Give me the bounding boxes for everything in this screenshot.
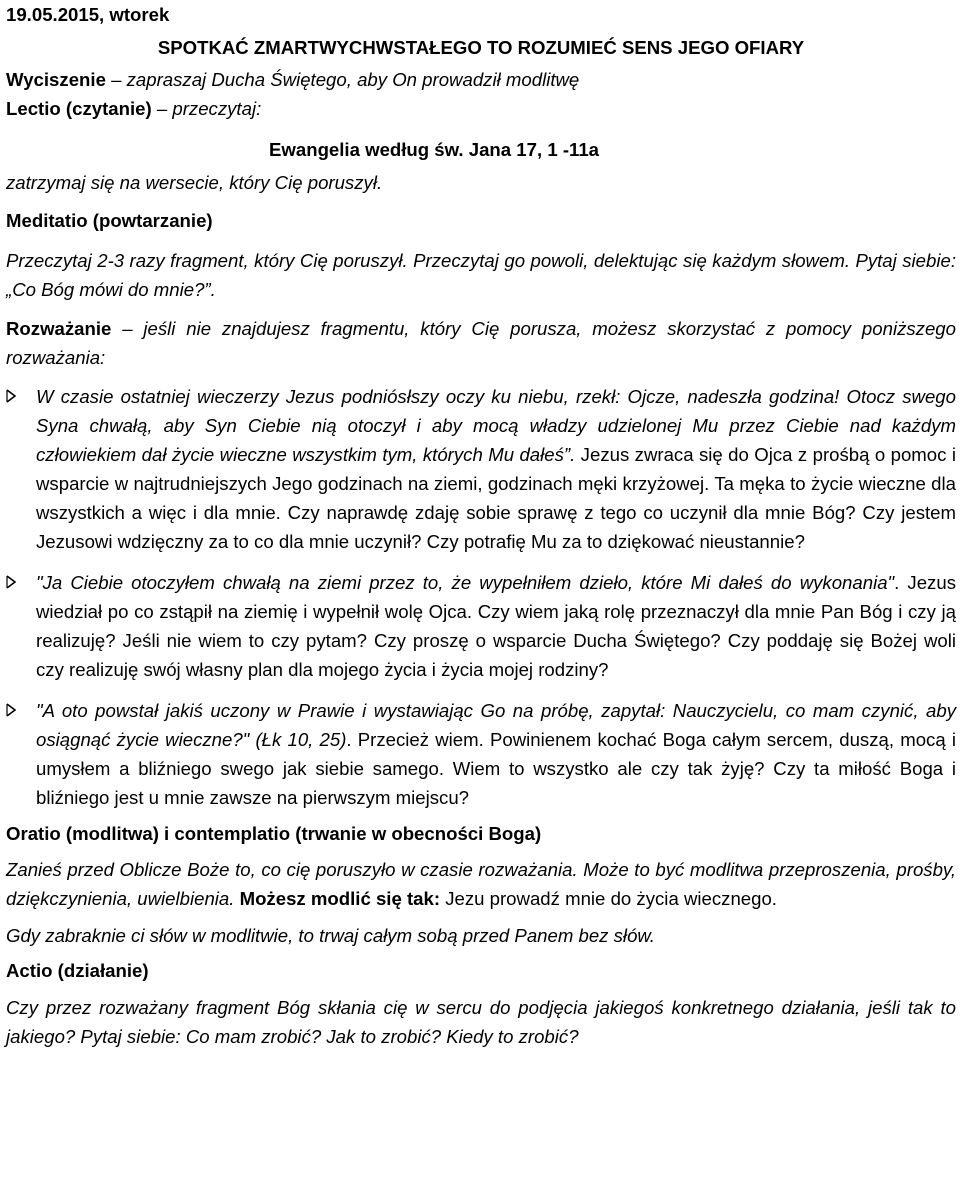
lectio-text: przeczytaj:	[172, 98, 262, 119]
reflection-item-1	[6, 382, 956, 556]
wyciszenie-text: zapraszaj Ducha Świętego, aby On prowadził modlitwę	[126, 69, 580, 90]
oratio-prayer-label: Możesz modlić się tak:	[234, 888, 441, 909]
document-page	[6, 0, 956, 1051]
actio-paragraph: Czy przez rozważany fragment Bóg skłania cię w sercu do podjęcia jakiegoś konkretnego działania, jeśli tak to jakiego? Pytaj siebie: Co mam zrobić? Jak to zrobić? Kiedy to zrobić?	[6, 997, 956, 1047]
oratio-prayer: Jezu prowadź mnie do życia wiecznego.	[440, 888, 777, 909]
gospel-reference: Ewangelia według św. Jana 17, 1 -11a	[269, 139, 600, 160]
reflection-item-2	[6, 568, 956, 684]
oratio-silence: Gdy zabraknie ci słów w modlitwie, to trwaj całym sobą przed Panem bez słów.	[6, 925, 655, 946]
actio-heading: Actio (działanie)	[6, 960, 149, 981]
oratio-heading: Oratio (modlitwa) i contemplatio (trwanie w obecności Boga)	[6, 823, 542, 844]
rozwazanie-paragraph	[6, 314, 956, 372]
lectio-instruction: zatrzymaj się na wersecie, który Cię poruszył.	[6, 172, 383, 193]
oratio-intro: Zanieś przed Oblicze Boże to, co cię poruszyło w czasie rozważania. Może to być modlitwa przeproszenia, prośby, dziękczynienia, uwielbienia.	[6, 859, 956, 909]
wyciszenie-label: Wyciszenie	[6, 69, 106, 90]
lectio-label: Lectio (czytanie)	[6, 98, 152, 119]
reflection-commentary: . Przecież wiem. Powinienem kochać Boga całym sercem, duszą, mocą i umysłem a bliźniego swego jak siebie samego. Wiem to wszystko ale czy tak żyję? Czy ta miłość Boga i bliźniego jest u mnie zawsze na pierwszym miejscu?	[36, 729, 956, 808]
reflection-commentary: Jezus zwraca się do Ojca z prośbą o pomoc i wsparcie w najtrudniejszych Jego godzinach na ziemi, godzinach męki krzyżowej. Ta męka to życie wieczne dla wszystkich a więc i dla mnie. Czy naprawdę zdaję sobie sprawę z tego co uczynił dla mnie Bóg? Czy jestem Jezusowi wdzięczny za to co dla mnie uczynił? Czy potrafię Mu za to dziękować nieustannie?	[36, 444, 956, 552]
date-line: 19.05.2015, wtorek	[6, 4, 170, 25]
reflection-quote: "A oto powstał jakiś uczony w Prawie i wystawiając Go na próbę, zapytał: Nauczycielu, co mam czynić, aby osiągnąć życie wieczne?" (Łk 10, 25)	[36, 700, 956, 750]
rozwazanie-text: – jeśli nie znajdujesz fragmentu, który Cię porusza, możesz skorzystać z pomocy poniższego rozważania:	[6, 318, 956, 368]
oratio-paragraph	[6, 855, 956, 913]
arrowhead-bullet-icon	[6, 703, 16, 717]
meditatio-paragraph: Przeczytaj 2-3 razy fragment, który Cię poruszył. Przeczytaj go powoli, delektując się każdym słowem. Pytaj siebie: „Co Bóg mówi do mnie?”.	[6, 250, 956, 300]
page-title: SPOTKAĆ ZMARTWYCHWSTAŁEGO TO ROZUMIEĆ SENS JEGO OFIARY	[157, 37, 805, 58]
wyciszenie-dash: –	[105, 69, 127, 90]
reflection-quote: "Ja Ciebie otoczyłem chwałą na ziemi przez to, że wypełniłem dzieło, które Mi dałeś do wykonania"	[36, 572, 895, 593]
rozwazanie-label: Rozważanie	[6, 318, 112, 339]
wyciszenie-line	[6, 65, 956, 94]
arrowhead-bullet-icon	[6, 389, 16, 403]
lectio-dash: –	[151, 98, 173, 119]
meditatio-heading: Meditatio (powtarzanie)	[6, 210, 213, 231]
reflection-commentary: . Jezus wiedział po co zstąpił na ziemię i wypełnił wolę Ojca. Czy wiem jaką rolę przeznaczył dla mnie Pan Bóg i czy ją realizuję? Jeśli nie wiem to czy pytam? Czy proszę o wsparcie Ducha Świętego? Czy poddaję się Bożej woli czy realizuję swój własny plan dla mojego życia i życia mojej rodziny?	[36, 572, 956, 680]
lectio-line	[6, 94, 956, 123]
reflection-item-3	[6, 696, 956, 812]
reflection-quote: W czasie ostatniej wieczerzy Jezus podniósłszy oczy ku niebu, rzekł: Ojcze, nadeszła godzina! Otocz swego Syna chwałą, aby Syn Ciebie nią otoczył i aby mocą władzy udzielonej Mu przez Ciebie nad każdym człowiekiem dał życie wieczne wszystkim tym, których Mu dałeś”.	[36, 386, 956, 465]
reflection-list	[6, 382, 956, 812]
arrowhead-bullet-icon	[6, 575, 16, 589]
